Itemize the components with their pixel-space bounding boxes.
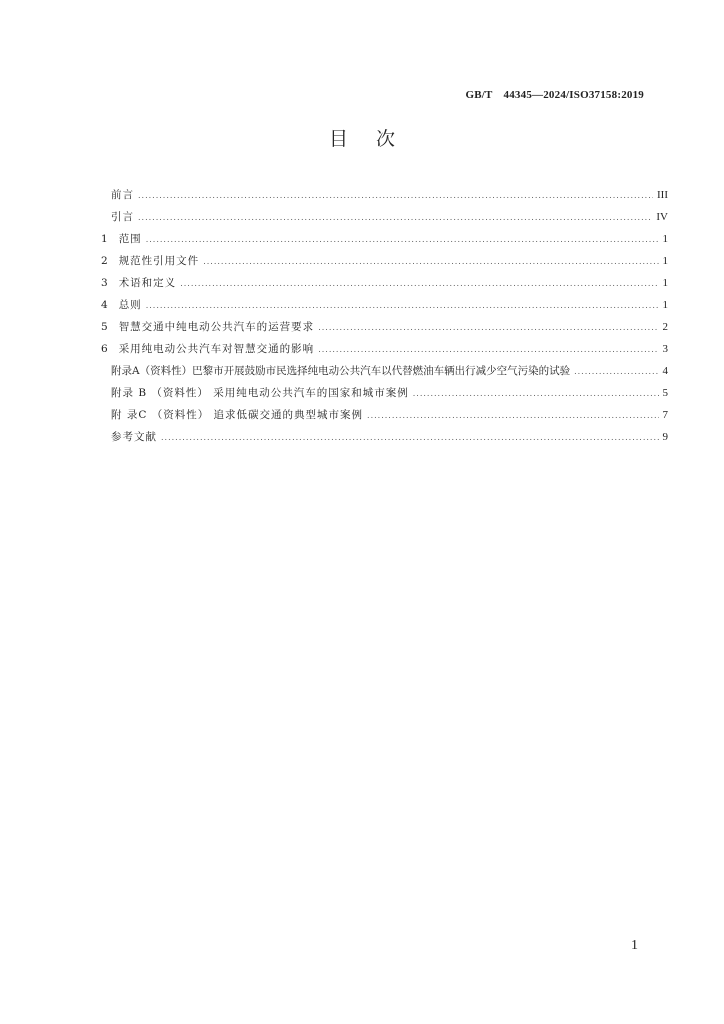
toc-leader-dots (413, 383, 659, 405)
toc-leader-dots (180, 273, 658, 295)
toc-entry-number: 3 (101, 277, 109, 289)
toc-entry-title: 附录A（资料性）巴黎市开展鼓励市民选择纯电动公共汽车以代替燃油车辆出行减少空气污染的试验 (111, 365, 571, 377)
page-number: 1 (631, 938, 638, 953)
toc-entry-title: 采用纯电动公共汽车对智慧交通的影响 (118, 343, 315, 355)
toc-entry-introduction[interactable] (101, 206, 668, 228)
toc-entry-page: 9 (662, 431, 668, 443)
toc-entry-page: 1 (662, 277, 668, 289)
toc-entry-terms-definitions[interactable] (101, 272, 668, 294)
toc-entry-number: 1 (101, 233, 109, 245)
toc-entry-number: 2 (101, 255, 109, 267)
toc-leader-dots (161, 427, 659, 449)
toc-entry-annex-a[interactable] (101, 360, 668, 382)
toc-entry-general[interactable] (101, 294, 668, 316)
toc-entry-number: 6 (101, 343, 109, 355)
toc-entry-title: 附 录C （资料性） 追求低碳交通的典型城市案例 (111, 409, 364, 421)
toc-entry-scope[interactable] (101, 228, 668, 250)
toc-entry-page: 4 (662, 365, 668, 377)
toc-entry-page: IV (656, 211, 668, 223)
toc-entry-title: 术语和定义 (118, 277, 177, 289)
toc-entry-page: 3 (662, 343, 668, 355)
toc-entry-annex-b[interactable] (101, 382, 668, 404)
toc-entry-title: 总则 (118, 299, 142, 311)
toc-leader-dots (138, 207, 652, 229)
toc-leader-dots (574, 361, 658, 383)
toc-leader-dots (367, 405, 658, 427)
toc-entry-title: 智慧交通中纯电动公共汽车的运营要求 (118, 321, 315, 333)
toc-leader-dots (138, 185, 653, 207)
toc-entry-page: 1 (662, 233, 668, 245)
toc-entry-page: 1 (662, 299, 668, 311)
toc-entry-foreword[interactable] (101, 184, 668, 206)
toc-leader-dots (146, 295, 659, 317)
toc-entry-page: 1 (662, 255, 668, 267)
toc-entry-bibliography[interactable] (101, 426, 668, 448)
toc-entry-page: 5 (662, 387, 668, 399)
toc-entry-page: 7 (662, 409, 668, 421)
toc-entry-page: 2 (662, 321, 668, 333)
toc-entry-number: 5 (101, 321, 109, 333)
toc-list (101, 184, 668, 448)
toc-entry-impact[interactable] (101, 338, 668, 360)
toc-entry-title: 参考文献 (111, 431, 157, 443)
toc-entry-annex-c[interactable] (101, 404, 668, 426)
toc-entry-operation-requirements[interactable] (101, 316, 668, 338)
toc-leader-dots (203, 251, 658, 273)
toc-leader-dots (318, 339, 658, 361)
toc-entry-page: III (657, 189, 668, 201)
toc-entry-normative-references[interactable] (101, 250, 668, 272)
toc-leader-dots (318, 317, 658, 339)
toc-leader-dots (146, 229, 659, 251)
toc-entry-title: 附录 B （资料性） 采用纯电动公共汽车的国家和城市案例 (111, 387, 409, 399)
toc-title: 目次 (328, 128, 423, 150)
toc-entry-title: 引言 (111, 211, 134, 223)
toc-entry-title: 范围 (118, 233, 142, 245)
toc-entry-title: 规范性引用文件 (118, 255, 200, 267)
toc-entry-number: 4 (101, 299, 109, 311)
toc-entry-title: 前言 (111, 189, 134, 201)
standard-code: GB/T 44345—2024/ISO37158:2019 (465, 89, 644, 101)
